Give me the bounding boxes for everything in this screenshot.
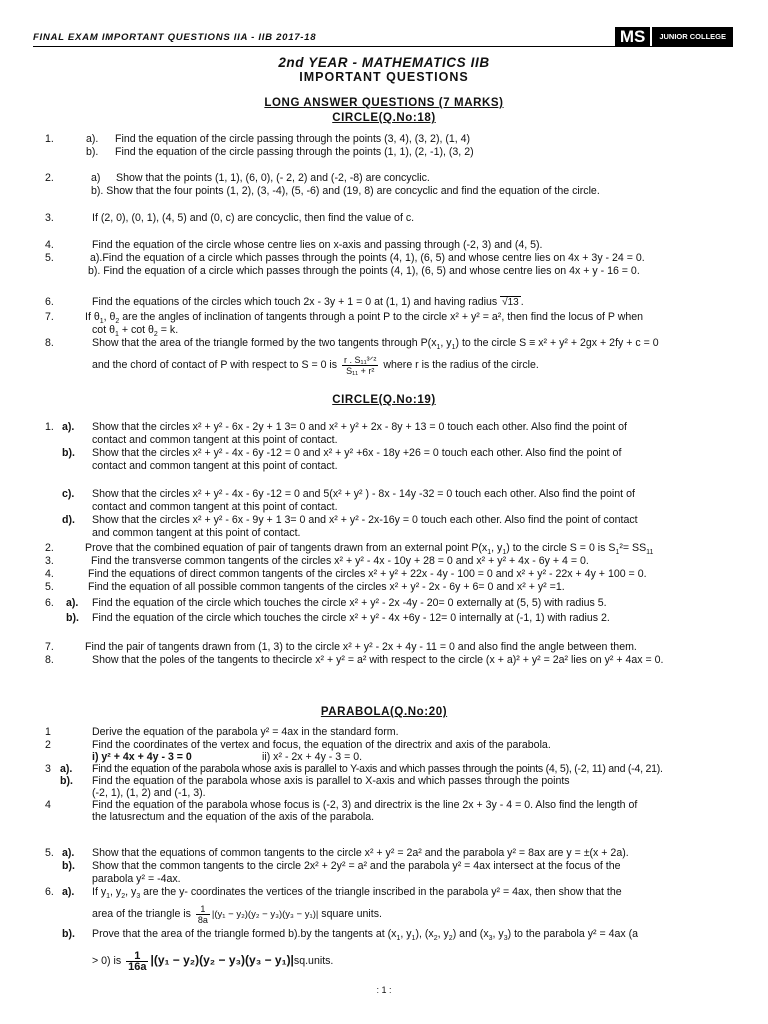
q-part-label: c). — [62, 488, 75, 500]
q-part-label: b). — [62, 447, 75, 459]
q-part-label: b). — [86, 146, 99, 158]
q-number: 5. — [45, 847, 54, 859]
q-part-label: b). — [60, 775, 73, 787]
q-text: Find the equations of direct common tangents of the circles x² + y² + 22x - 4y - 100 = 0 and x² + y² - 22x + 4y + 100 = 0. — [88, 568, 647, 580]
q-text: Show that the common tangents to the circle 2x² + 2y² = a² and the parabola y² = 4ax intersect at the focus of the — [92, 860, 621, 872]
q-number: 1. — [45, 421, 54, 433]
header-title: FINAL EXAM IMPORTANT QUESTIONS IIA - IIB 2017-18 — [33, 32, 317, 43]
q-part-label: a). — [60, 763, 73, 775]
q-text: If $y_1$, $y_2$, $y_3$ are the y- coordinates the vertices of the triangle inscribed in the parabola y² = 4ax, then show that the — [92, 886, 622, 901]
q-text: (-2, 1), (1, 2) and (-1, 3). — [92, 787, 206, 799]
q-text: contact and common tangent at this point of contact. — [92, 460, 338, 472]
q-part-label: a). — [86, 133, 99, 145]
q-number: 3. — [45, 212, 54, 224]
q-text: b). Show that the four points (1, 2), (3, -4), (5, -6) and (19, 8) are concyclic and find the equation of the circle. — [91, 185, 600, 197]
q-number: 8. — [45, 654, 54, 666]
q-number: 1 — [45, 726, 51, 738]
q-text: Show that the area of the triangle formed by the two tangents through $P(x_1$, $y_1$) to the circle S ≡ x² + y² + 2gx + 2fy + c = 0 — [92, 337, 659, 352]
header-rule — [33, 46, 733, 47]
q-text: > 0) is $\frac{1}{16a}$ |(y₁ − y₂)(y₂ − y₃)(y₃ − y₁)|sq.units. — [92, 949, 334, 973]
q-number: 4 — [45, 799, 51, 811]
q-number: 5. — [45, 252, 54, 264]
q-number: 5. — [45, 581, 54, 593]
page-number: : 1 : — [376, 985, 392, 995]
q-text: Derive the equation of the parabola y² = 4ax in the standard form. — [92, 726, 399, 738]
q-text: Find the equation of all possible common tangents of the circles x² + y² - 2x - 6y + 6= 0 and x² + y² =1. — [88, 581, 565, 593]
q-text: ii) x² - 2x + 4y - 3 = 0. — [262, 751, 363, 763]
q-text: Find the equation of the circle passing through the points (1, 1), (2, -1), (3, 2) — [115, 146, 474, 158]
q-part-label: d). — [62, 514, 75, 526]
q-number: 4. — [45, 568, 54, 580]
q-text: Find the equations of the circles which touch 2x - 3y + 1 = 0 at (1, 1) and having radius √13 . — [92, 296, 524, 308]
q-text: Show that the equations of common tangents to the circle x² + y² = 2a² and the parabola y² = 8ax are y = ±(x + 2a). — [92, 847, 629, 859]
q-text: area of the triangle is $\frac{1}{8a}$ |(y₁ − y₂)(y₂ − y₃)(y₃ − y₁)| square units. — [92, 903, 382, 925]
section-circle-19: CIRCLE(Q.No:19) — [332, 394, 436, 406]
q-text: i) y² + 4x + 4y - 3 = 0 — [92, 751, 192, 763]
college-logo — [615, 27, 733, 46]
q-number: 8. — [45, 337, 54, 349]
q-text: Show that the circles x² + y² - 4x - 6y -12 = 0 and 5(x² + y² ) - 8x - 14y -32 = 0 touch each other. Also find the point of — [92, 488, 635, 500]
section-parabola-20: PARABOLA(Q.No:20) — [320, 706, 448, 718]
q-text: contact and common tangent at this point of contact. — [92, 434, 338, 446]
q-part-label: a). — [62, 886, 75, 898]
q-text: Find the coordinates of the vertex and focus, the equation of the directrix and axis of the parabola. — [92, 739, 551, 751]
q-number: 6. — [45, 597, 54, 609]
q-text: contact and common tangent at this point of contact. — [92, 501, 338, 513]
q-text: Show that the poles of the tangents to thecircle x² + y² = a² with respect to the circle (x + a)² + y² = 2a² lies on y² + 4ax = 0. — [92, 654, 664, 666]
section-circle-18: CIRCLE(Q.No:18) — [332, 112, 436, 124]
sub-title: IMPORTANT QUESTIONS — [299, 70, 469, 84]
q-text: Show that the circles x² + y² - 6x - 9y + 1 3= 0 and x² + y² - 2x-16y = 0 touch each other. Also find the point of contact — [92, 514, 638, 526]
fraction: $\frac{\text{r . S₁₁³ᐟ²}}{\text{S₁₁ + r²}}$ — [344, 354, 377, 376]
q-text: If (2, 0), (0, 1), (4, 5) and (0, c) are concyclic, then find the value of c. — [92, 212, 415, 224]
q-number: 4. — [45, 239, 54, 251]
q-text: Prove that the combined equation of pair of tangents drawn from an external point $P(x_1$, $y_1$) to the circle S = 0 is $S_1^2= SS_{11}$ — [85, 542, 654, 557]
q-text: Show that the points (1, 1), (6, 0), (- 2, 2) and (-2, -8) are concyclic. — [116, 172, 430, 184]
long-answer-heading: LONG ANSWER QUESTIONS (7 MARKS) — [264, 97, 504, 109]
q-number: 6. — [45, 886, 54, 898]
q-text: $\cot \theta_1 + \cot \theta_2 = k$. — [92, 324, 179, 339]
q-text: Find the transverse common tangents of the circles x² + y² - 4x - 10y + 28 = 0 and x² + y² + 4x - 6y + 4 = 0. — [91, 555, 589, 567]
q-text: the latusrectum and the equation of the axis of the parabola. — [92, 811, 375, 823]
q-part-label: a). — [66, 597, 79, 609]
q-text: Prove that the area of the triangle formed b).by the tangents at ($x_1$, $y_1$), ($x_2$, $y_2$) and ($x_3$, $y_3$) to the parabola y² = 4ax (a — [92, 928, 639, 943]
q-text: Find the equation of the circle which touches the circle x² + y² - 4x +6y - 12= 0 internally at (-1, 1) with radius 2. — [92, 612, 610, 624]
q-text: a).Find the equation of a circle which passes through the points (4, 1), (6, 5) and whose centre lies on 4x + 3y - 24 = 0. — [90, 252, 645, 264]
q-text: Find the equation of the circle passing through the points (3, 4), (3, 2), (1, 4) — [115, 133, 471, 145]
q-text: and the chord of contact of P with respect to S = 0 is $\frac{\text{r . S₁₁³ᐟ²}}{\text{S₁₁ + r²}}$ where r is the radius of the circle. — [92, 354, 539, 376]
q-part-label: a). — [62, 847, 75, 859]
q-part-label: a) — [91, 172, 101, 184]
q-text: Find the pair of tangents drawn from (1, 3) to the circle x² + y² - 2x + 4y - 11 = 0 and also find the angle between them. — [85, 641, 637, 653]
q-number: 2. — [45, 542, 54, 554]
fraction: $\frac{1}{16a}$ — [128, 949, 147, 973]
q-number: 6. — [45, 296, 54, 308]
logo-ms: MS — [615, 27, 653, 46]
q-text: parabola y² = -4ax. — [92, 873, 181, 885]
q-text: Show that the circles x² + y² - 6x - 2y + 1 3= 0 and x² + y² + 2x - 8y + 13 = 0 touch each other. Also find the point of — [92, 421, 627, 433]
q-text: Find the equation of the parabola whose axis is parallel to Y-axis and which passes through the points (4, 5), (-2, 11) and (-4, 21). — [92, 763, 663, 775]
q-number: 3. — [45, 555, 54, 567]
q-text: Show that the circles x² + y² - 4x - 6y -12 = 0 and x² + y² +6x - 18y +26 = 0 touch each other. Also find the point of — [92, 447, 622, 459]
q-text: Find the equation of the parabola whose focus is (-2, 3) and directrix is the line 2x + 3y - 4 = 0. Also find the length of — [92, 799, 638, 811]
main-title: 2nd YEAR - MATHEMATICS IIB — [278, 55, 490, 70]
logo-text: JUNIOR COLLEGE — [659, 32, 726, 41]
q-part-label: a). — [62, 421, 75, 433]
fraction: $\frac{1}{8a}$ — [197, 903, 208, 925]
q-number: 7. — [45, 641, 54, 653]
q-number: 1. — [45, 133, 54, 145]
q-number: 3 — [45, 763, 51, 775]
q-part-label: b). — [62, 928, 75, 940]
q-number: 7. — [45, 311, 54, 323]
q-text: Find the equation of the circle which touches the circle x² + y² - 2x -4y - 20= 0 externally at (5, 5) with radius 5. — [92, 597, 607, 609]
q-text: b). Find the equation of a circle which passes through the points (4, 1), (6, 5) and whose centre lies on 4x + y - 16 = 0. — [88, 265, 640, 277]
q-text: Find the equation of the parabola whose axis is parallel to X-axis and which passes through the points — [92, 775, 570, 787]
q-text: If $\theta_1$, $\theta_2$ are the angles of inclination of tangents through a point P to the circle x² + y² = a², then find the locus of P when — [85, 311, 644, 326]
q-text: Find the equation of the circle whose centre lies on x-axis and passing through (-2, 3) and (4, 5). — [92, 239, 543, 251]
q-text: and common tangent at this point of contact. — [92, 527, 301, 539]
q-part-label: b). — [66, 612, 79, 624]
q-number: 2. — [45, 172, 54, 184]
sqrt-symbol: √13 — [502, 297, 519, 308]
q-part-label: b). — [62, 860, 75, 872]
q-number: 2 — [45, 739, 51, 751]
